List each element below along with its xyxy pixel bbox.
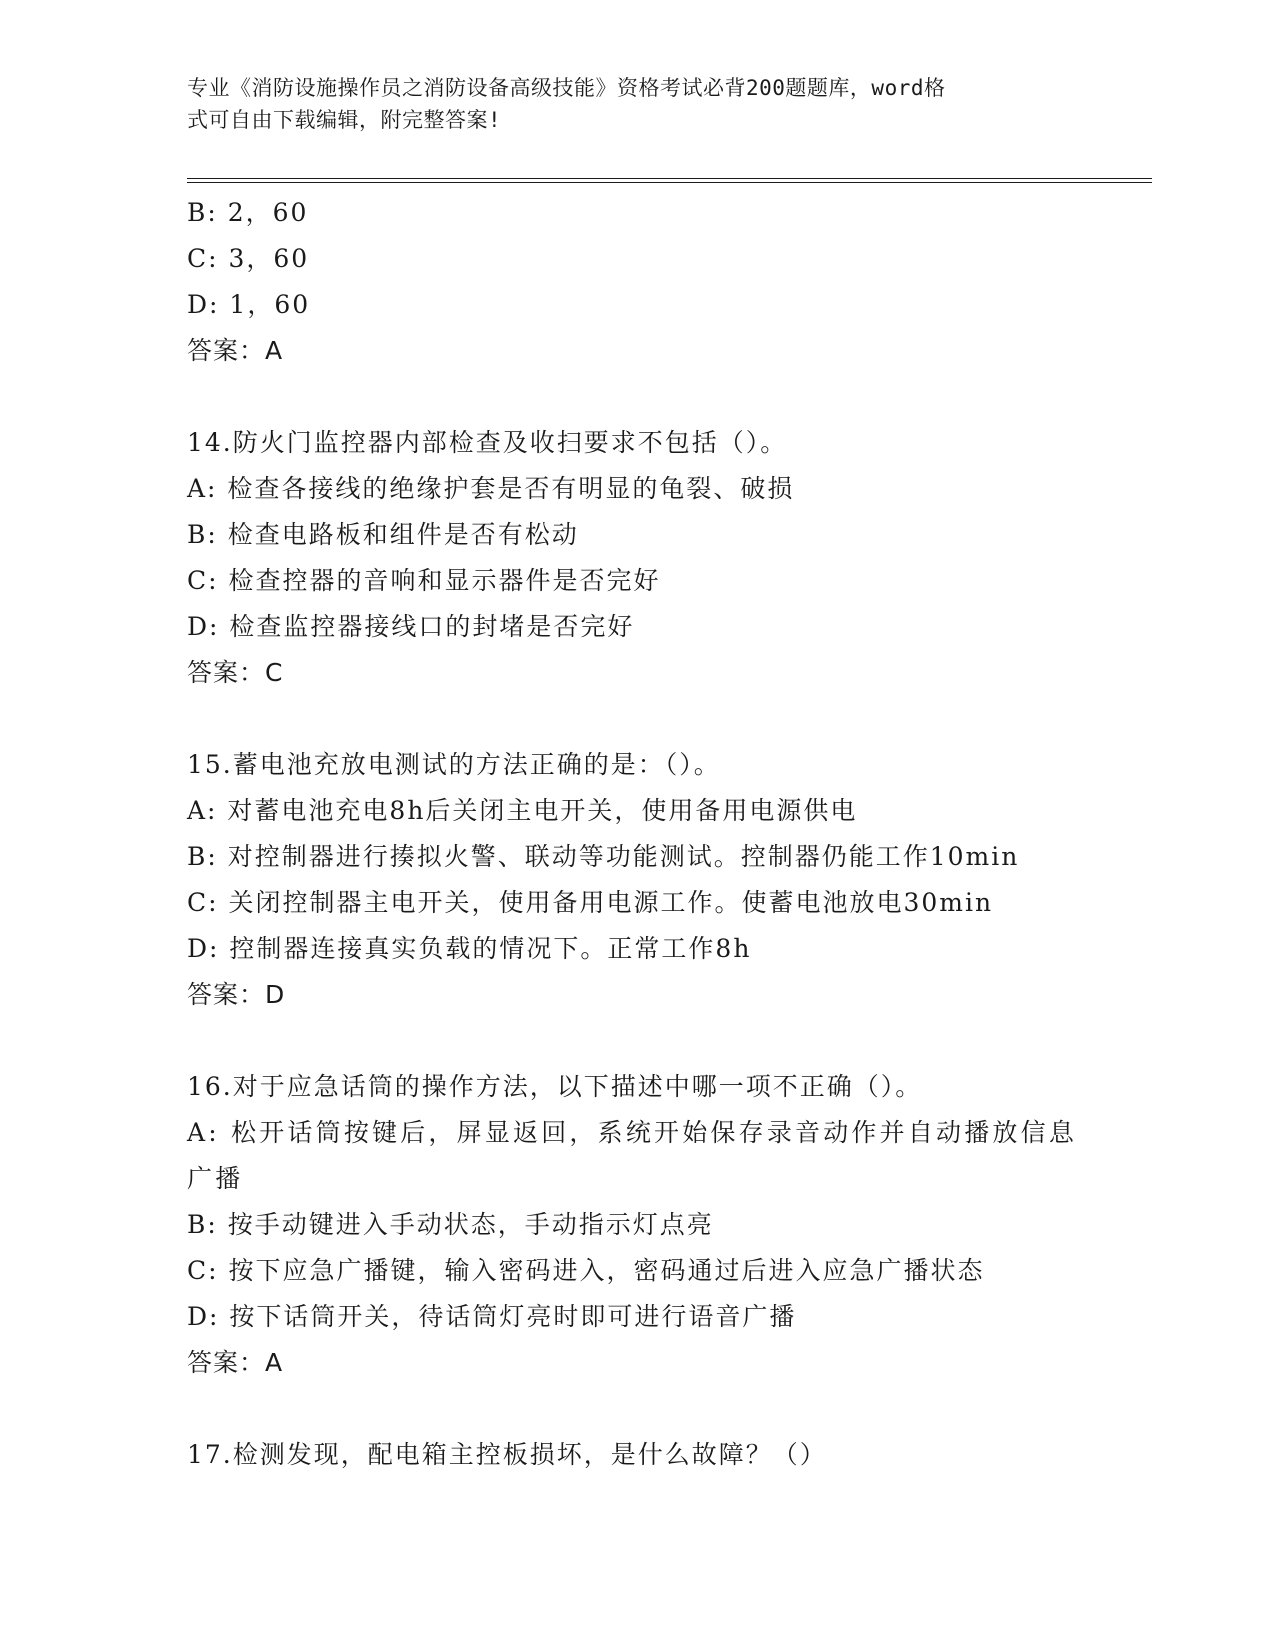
option-d: D: 控制器连接真实负载的情况下。正常工作8h (187, 934, 752, 963)
answer: 答案：C (187, 658, 284, 687)
page-header (187, 72, 1067, 136)
spacer (187, 696, 1087, 742)
option-d: D: 检查监控器接线口的封堵是否完好 (187, 612, 635, 641)
option-a: A: 检查各接线的绝缘护套是否有明显的龟裂、破损 (187, 474, 795, 503)
header-divider (187, 178, 1152, 183)
answer: 答案：A (187, 336, 284, 365)
question-stem: 14.防火门监控器内部检查及收扫要求不包括（）。 (187, 428, 788, 457)
spacer (187, 374, 1087, 420)
answer: 答案：A (187, 1348, 284, 1377)
option-a: A: 对蓄电池充电8h后关闭主电开关，使用备用电源供电 (187, 796, 858, 825)
option-b: B: 对控制器进行揍拟火警、联动等功能测试。控制器仍能工作10min (187, 842, 1020, 871)
option-b: B: 2，60 (187, 198, 309, 227)
option-c: C: 关闭控制器主电开关，使用备用电源工作。使蓄电池放电30min (187, 888, 994, 917)
option-d: D: 按下话筒开关，待话筒灯亮时即可进行语音广播 (187, 1302, 797, 1331)
question-15 (187, 742, 1087, 1018)
question-17 (187, 1432, 1087, 1478)
question-14 (187, 420, 1087, 696)
spacer (187, 1018, 1087, 1064)
option-a: A: 松开话筒按键后，屏显返回，系统开始保存录音动作并自动播放信息广播 (187, 1118, 1078, 1193)
question-stem: 15.蓄电池充放电测试的方法正确的是：（）。 (187, 750, 721, 779)
option-c: C: 3，60 (187, 244, 310, 273)
answer: 答案：D (187, 980, 286, 1009)
option-d: D: 1，60 (187, 290, 311, 319)
question-list (187, 190, 1087, 1478)
header-line-1: 专业《消防设施操作员之消防设备高级技能》资格考试必背200题题库，word格 (187, 76, 946, 100)
header-line-2: 式可自由下载编辑，附完整答案! (187, 108, 502, 132)
option-c: C: 检查控器的音响和显示器件是否完好 (187, 566, 661, 595)
partial-question (187, 190, 1087, 374)
spacer (187, 1386, 1087, 1432)
option-b: B: 按手动键进入手动状态，手动指示灯点亮 (187, 1210, 714, 1239)
question-stem: 17.检测发现，配电箱主控板损坏，是什么故障？（） (187, 1440, 827, 1469)
question-16 (187, 1064, 1087, 1386)
question-stem: 16.对于应急话筒的操作方法，以下描述中哪一项不正确（）。 (187, 1072, 923, 1101)
option-c: C: 按下应急广播键，输入密码进入，密码通过后进入应急广播状态 (187, 1256, 985, 1285)
option-b: B: 检查电路板和组件是否有松动 (187, 520, 579, 549)
